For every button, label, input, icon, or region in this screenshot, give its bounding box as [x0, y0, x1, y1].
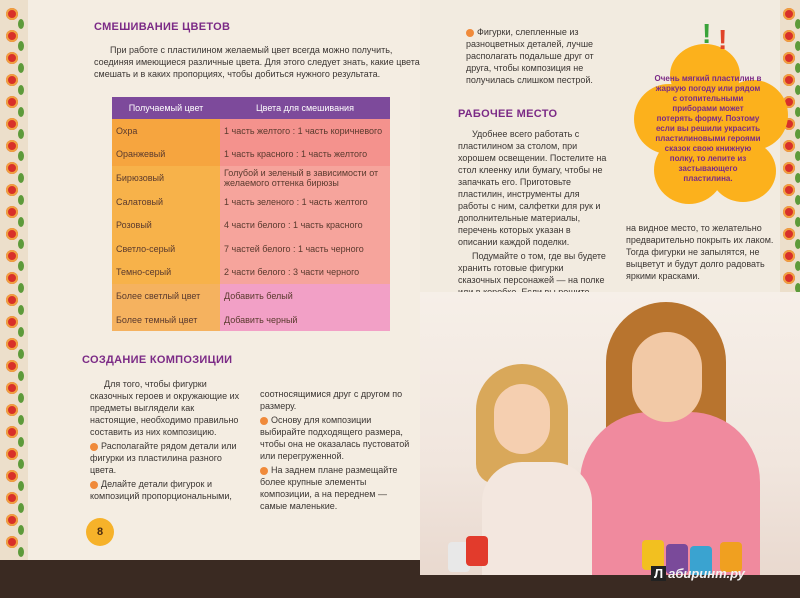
flower-ornament-icon [783, 8, 795, 20]
cell-color: Светло-серый [112, 237, 220, 261]
leaf-ornament-icon [18, 459, 24, 469]
workplace-paragraph: Подумайте о том, где вы будете хранить готовые фигурки сказочных персонажей — на полке [458, 251, 606, 285]
leaf-ornament-icon [18, 305, 24, 315]
watermark-badge: Л [651, 566, 666, 581]
cell-color: Розовый [112, 213, 220, 237]
cell-color: Более темный цвет [112, 308, 220, 332]
cell-mix: Добавить белый [220, 284, 390, 308]
leaf-ornament-icon [18, 415, 24, 425]
flower-ornament-icon [783, 206, 795, 218]
leaf-ornament-icon [18, 481, 24, 491]
table-header-mix: Цвета для смешивания [220, 97, 390, 119]
flower-ornament-icon [6, 228, 18, 240]
leaf-ornament-icon [18, 371, 24, 381]
flower-ornament-icon [6, 382, 18, 394]
left-page [28, 0, 421, 560]
leaf-ornament-icon [18, 217, 24, 227]
cell-mix: 1 часть желтого : 1 часть коричневого [220, 119, 390, 143]
cell-mix: 7 частей белого : 1 часть черного [220, 237, 390, 261]
table-row [112, 143, 390, 167]
flower-ornament-icon [6, 8, 18, 20]
bullet-text: Располагайте рядом детали или фигурки из пластилина разного цвета. [90, 441, 237, 475]
leaf-ornament-icon [795, 63, 800, 73]
bullet-text: Фигурки, слепленные из разноцветных деталей, лучше располагать подальше друг от друга, чтобы композиция не получилась слишком пестрой. [466, 27, 594, 85]
cell-color: Бирюзовый [112, 166, 220, 190]
leaf-ornament-icon [18, 547, 24, 557]
bullet-text: Делайте детали фигурок и композиций пропорциональными, [90, 479, 232, 501]
intro-paragraph: При работе с пластилином желаемый цвет всегда можно получить, соединяя имеющиеся различные цвета. Для этого следует знать, какие цвета смешать и в каких пропорциях, чтобы добиться нужного результата. [94, 45, 420, 79]
bullet-item [90, 440, 240, 476]
flower-ornament-icon [6, 492, 18, 504]
bullet-item [260, 414, 410, 462]
cell-mix: 2 части белого : 3 части черного [220, 261, 390, 285]
leaf-ornament-icon [18, 107, 24, 117]
watermark [651, 566, 745, 581]
heading-composition: СОЗДАНИЕ КОМПОЗИЦИИ [82, 354, 233, 366]
bullet-item [466, 26, 616, 86]
leaf-ornament-icon [18, 63, 24, 73]
floral-border-left [0, 0, 28, 560]
cell-color: Охра [112, 119, 220, 143]
leaf-ornament-icon [18, 349, 24, 359]
cell-color: Салатовый [112, 190, 220, 214]
flower-ornament-icon [783, 272, 795, 284]
cell-color: Более светлый цвет [112, 284, 220, 308]
flower-ornament-icon [6, 118, 18, 130]
flower-bullet-icon [90, 443, 98, 451]
cell-color: Темно-серый [112, 261, 220, 285]
table-row [112, 190, 390, 214]
leaf-ornament-icon [18, 437, 24, 447]
flower-ornament-icon [6, 514, 18, 526]
flower-ornament-icon [783, 228, 795, 240]
flower-ornament-icon [6, 52, 18, 64]
flower-bullet-icon [466, 29, 474, 37]
flower-ornament-icon [6, 338, 18, 350]
leaf-ornament-icon [795, 261, 800, 271]
leaf-ornament-icon [18, 283, 24, 293]
composition-paragraph: Для того, чтобы фигурки сказочных героев и окружающие их предметы выглядели как настоящие, необходимо правильно составить из них композицию. [90, 379, 240, 437]
leaf-ornament-icon [795, 129, 800, 139]
heading-workplace: РАБОЧЕЕ МЕСТО [458, 108, 558, 120]
exclamation-icon: ! [718, 24, 728, 55]
cell-mix: Голубой и зеленый в зависимости от желаемого оттенка бирюзы [220, 166, 390, 190]
flower-ornament-icon [6, 30, 18, 42]
leaf-ornament-icon [18, 503, 24, 513]
flower-ornament-icon [6, 294, 18, 306]
leaf-ornament-icon [18, 19, 24, 29]
photo-mother-and-daughter [420, 292, 800, 575]
exclamation-icon: ! [702, 18, 712, 49]
flower-bullet-icon [260, 467, 268, 475]
table-row [112, 213, 390, 237]
workplace-paragraph-continued: на видное место, то желательно предварительно покрыть их лаком. Тогда фигурки не запылятся, не выцветут и будут долго радовать яркими красками. [626, 223, 774, 281]
flower-ornament-icon [6, 184, 18, 196]
leaf-ornament-icon [795, 217, 800, 227]
leaf-ornament-icon [795, 19, 800, 29]
leaf-ornament-icon [18, 393, 24, 403]
flower-ornament-icon [6, 250, 18, 262]
table-header-result: Получаемый цвет [112, 97, 220, 119]
flower-ornament-icon [6, 162, 18, 174]
cell-mix: 1 часть красного : 1 часть желтого [220, 143, 390, 167]
workplace-paragraph: Удобнее всего работать с пластилином за столом, при хорошем освещении. Постелите на стол клеенку или бумагу, чтобы не запачкать его. Приготовьте пластилин, инструменты для работы с ним, салфетки для рук и дополнительные материалы, перечень которых указан в описании каждой поделки. [458, 129, 607, 247]
cell-mix: 4 части белого : 1 часть красного [220, 213, 390, 237]
flower-bullet-icon [90, 481, 98, 489]
flower-ornament-icon [6, 206, 18, 218]
leaf-ornament-icon [18, 327, 24, 337]
table-row [112, 308, 390, 332]
leaf-ornament-icon [18, 261, 24, 271]
flower-ornament-icon [6, 470, 18, 482]
flower-ornament-icon [6, 448, 18, 460]
flower-ornament-icon [6, 96, 18, 108]
leaf-ornament-icon [18, 85, 24, 95]
leaf-ornament-icon [795, 41, 800, 51]
leaf-ornament-icon [18, 195, 24, 205]
color-mixing-table [112, 97, 390, 331]
composition-column-left [90, 378, 240, 502]
flower-ornament-icon [6, 426, 18, 438]
flower-ornament-icon [6, 316, 18, 328]
table-row [112, 166, 390, 190]
leaf-ornament-icon [18, 151, 24, 161]
flower-ornament-icon [6, 272, 18, 284]
flower-ornament-icon [6, 140, 18, 152]
leaf-ornament-icon [18, 173, 24, 183]
bullet-text: Основу для композиции выбирайте подходящего размера, чтобы она не оказалась пустоватой или перегруженной. [260, 415, 410, 461]
watermark-text: абиринт.ру [668, 566, 745, 581]
tip-text: Очень мягкий пластилин в жаркую погоду или рядом с отопительными приборами может потерять форму. Поэтому если вы решили украсить пластилиновыми героями сказок свою книжную полку, то лепите из застывающего пластилина. [654, 74, 762, 183]
leaf-ornament-icon [795, 107, 800, 117]
flower-ornament-icon [6, 536, 18, 548]
composition-column-right [260, 388, 410, 512]
leaf-ornament-icon [18, 525, 24, 535]
flower-bullet-icon [260, 417, 268, 425]
continued-text: соотносящимися друг с другом по размеру. [260, 389, 403, 411]
leaf-ornament-icon [18, 41, 24, 51]
cell-mix: Добавить черный [220, 308, 390, 332]
table-row [112, 119, 390, 143]
leaf-ornament-icon [795, 173, 800, 183]
flower-ornament-icon [6, 74, 18, 86]
table-row [112, 237, 390, 261]
leaf-ornament-icon [795, 239, 800, 249]
bullet-text: На заднем плане размещайте более крупные элементы композиции, а на переднем — самые маленькие. [260, 465, 398, 511]
cell-color: Оранжевый [112, 143, 220, 167]
bullet-item [260, 464, 410, 512]
flower-ornament-icon [6, 360, 18, 372]
leaf-ornament-icon [18, 129, 24, 139]
leaf-ornament-icon [795, 195, 800, 205]
leaf-ornament-icon [18, 239, 24, 249]
table-row [112, 284, 390, 308]
page-number: 8 [86, 518, 114, 546]
flower-ornament-icon [783, 250, 795, 262]
table-row [112, 261, 390, 285]
bullet-item [90, 478, 240, 502]
workplace-column-left [458, 128, 608, 310]
leaf-ornament-icon [795, 85, 800, 95]
heading-color-mixing: СМЕШИВАНИЕ ЦВЕТОВ [94, 21, 231, 33]
flower-ornament-icon [6, 404, 18, 416]
leaf-ornament-icon [795, 151, 800, 161]
cell-mix: 1 часть зеленого : 1 часть желтого [220, 190, 390, 214]
